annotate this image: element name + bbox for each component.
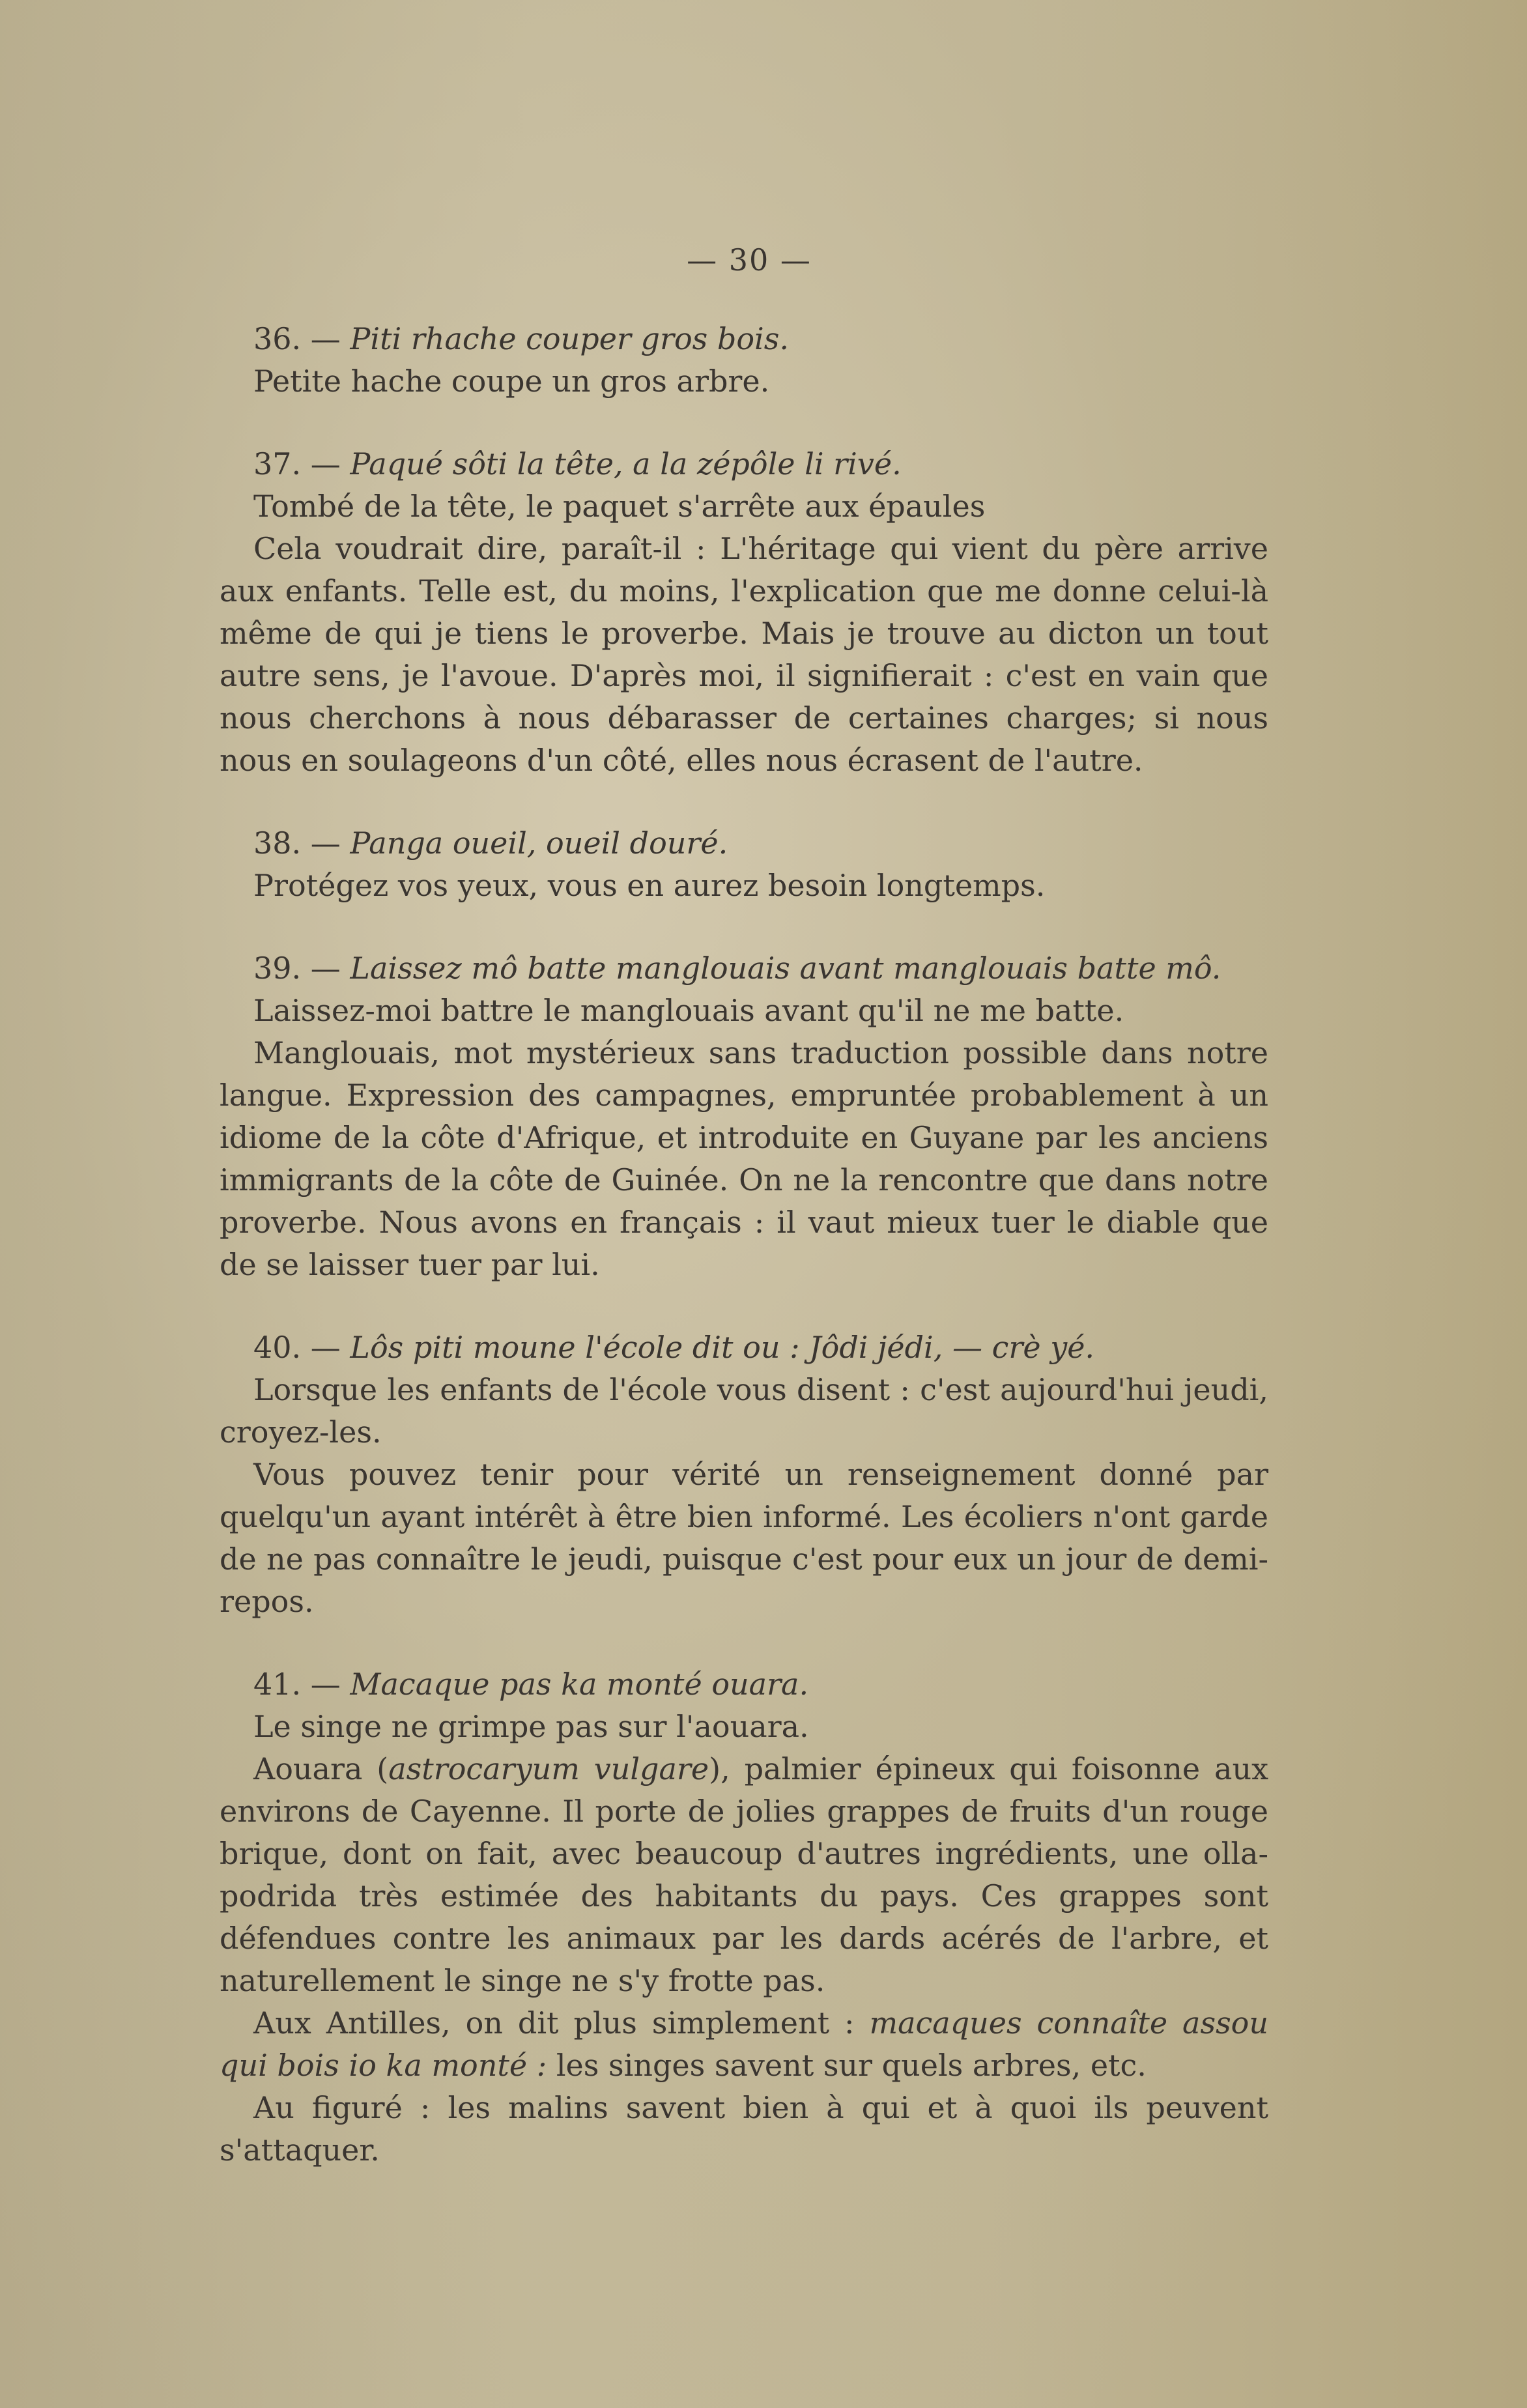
proverb-40	[220, 1326, 1268, 1623]
proverb-creole: Macaque pas ka monté ouara.	[350, 1667, 809, 1702]
proverb-translation: Protégez vos yeux, vous en aurez besoin longtemps.	[253, 868, 1046, 903]
proverb-translation: Laissez-moi battre le manglouais avant qu'il ne me batte.	[253, 993, 1124, 1028]
proverb-translation: Petite hache coupe un gros arbre.	[253, 364, 770, 399]
proverb-commentary: Manglouais, mot mystérieux sans traduction possible dans notre langue. Expression des campagnes, empruntée probablement à un idiome de la côte d'Afrique, et introduite en Guyane par les anciens immigrants de la côte de Guinée. On ne la rencontre que dans notre proverbe. Nous avons en français : il vaut mieux tuer le diable que de se laisser tuer par lui.	[220, 1035, 1268, 1282]
proverb-commentary: Vous pouvez tenir pour vérité un renseignement donné par quelqu'un ayant intérêt à être bien informé. Les écoliers n'ont garde de ne pas connaître le jeudi, puisque c'est pour eux un jour de demi-repos.	[220, 1457, 1268, 1619]
proverb-number: 39.	[253, 951, 302, 986]
proverb-number: 38.	[253, 825, 302, 861]
proverb-heading	[220, 443, 1268, 485]
commentary-text: les singes savent sur quels arbres, etc.	[547, 2048, 1147, 2083]
proverb-creole: Laissez mô batte manglouais avant manglouais batte mô.	[350, 951, 1221, 986]
proverb-39	[220, 947, 1268, 1286]
proverb-36	[220, 318, 1268, 403]
proverb-37	[220, 443, 1268, 782]
proverb-number: 41.	[253, 1667, 302, 1702]
proverb-commentary	[220, 2002, 1268, 2087]
proverb-creole: Paqué sôti la tête, a la zépôle li rivé.	[350, 446, 902, 481]
proverb-number: 40.	[253, 1330, 302, 1365]
proverb-number: 36.	[253, 321, 302, 356]
commentary-text: ), palmier épineux qui foisonne aux environs de Cayenne. Il porte de jolies grappes de fruits d'un rouge brique, dont on fait, avec beaucoup d'autres ingrédients, une olla-podrida très estimée des habitants du pays. Ces grappes sont défendues contre les animaux par les dards acérés de l'arbre, et naturellement le singe ne s'y frotte pas.	[220, 1751, 1269, 1998]
proverb-translation: Lorsque les enfants de l'école vous disent : c'est aujourd'hui jeudi, croyez-les.	[220, 1372, 1268, 1450]
proverb-dash: —	[310, 446, 341, 481]
proverb-heading	[220, 318, 1268, 360]
proverb-number: 37.	[253, 446, 302, 481]
proverb-heading	[220, 1326, 1268, 1369]
proverb-list	[220, 318, 1268, 2212]
proverb-commentary: Au figuré : les malins savent bien à qui et à quoi ils peuvent s'attaquer.	[220, 2090, 1268, 2168]
proverb-heading	[220, 822, 1268, 865]
proverb-dash: —	[310, 1330, 341, 1365]
commentary-text: Aux Antilles, on dit plus simplement :	[253, 2005, 870, 2041]
proverb-38	[220, 822, 1268, 907]
proverb-dash: —	[310, 951, 341, 986]
proverb-dash: —	[310, 1667, 341, 1702]
proverb-commentary: Cela voudrait dire, paraît-il : L'héritage qui vient du père arrive aux enfants. Telle est, du moins, l'explication que me donne celui-là même de qui je tiens le proverbe. Mais je trouve au dicton un tout autre sens, je l'avoue. D'après moi, il signifierait : c'est en vain que nous cherchons à nous débarasser de certaines charges; si nous nous en soulageons d'un côté, elles nous écrasent de l'autre.	[220, 531, 1268, 778]
proverb-translation: Tombé de la tête, le paquet s'arrête aux épaules	[253, 489, 986, 524]
proverb-commentary	[220, 1748, 1268, 2002]
proverb-heading	[220, 947, 1268, 990]
commentary-creole-quote: macaques connaîte assou qui bois io ka monté :	[220, 2005, 1269, 2083]
proverb-translation: Le singe ne grimpe pas sur l'aouara.	[253, 1709, 809, 1744]
proverb-dash: —	[310, 825, 341, 861]
proverb-creole: Panga oueil, oueil douré.	[350, 825, 728, 861]
proverb-41	[220, 1663, 1268, 2172]
commentary-latin-name: astrocaryum vulgare	[388, 1751, 709, 1786]
page-number: — 30 —	[687, 242, 812, 278]
proverb-dash: —	[310, 321, 341, 356]
proverb-creole: Lôs piti moune l'école dit ou : Jôdi jédi, — crè yé.	[350, 1330, 1095, 1365]
commentary-text: Aouara (	[253, 1751, 389, 1786]
proverb-creole: Piti rhache couper gros bois.	[350, 321, 789, 356]
proverb-heading	[220, 1663, 1268, 1706]
